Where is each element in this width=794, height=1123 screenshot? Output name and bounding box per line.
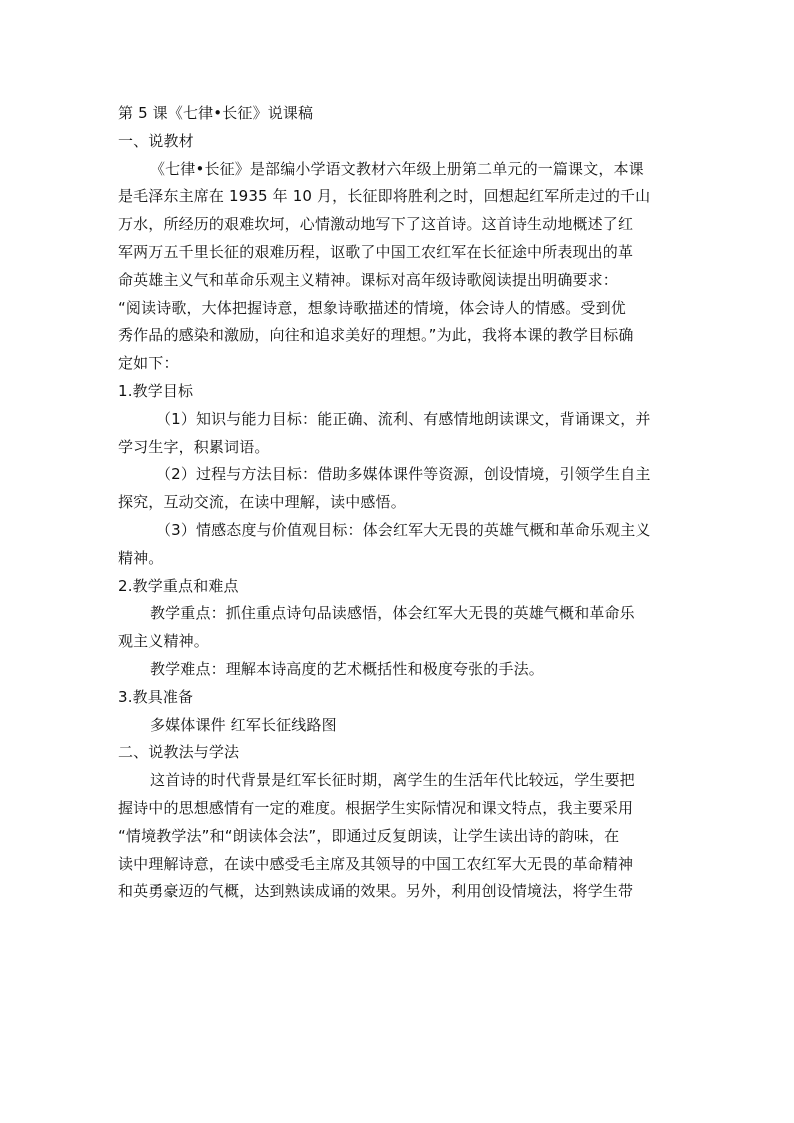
paragraph-line: “阅读诗歌，大体把握诗意，想象诗歌描述的情境，体会诗人的情感。受到优 <box>118 298 626 317</box>
key-point-line: 教学难点：理解本诗高度的艺术概括性和极度夸张的手法。 <box>150 659 544 678</box>
paragraph-line: 是毛泽东主席在 1935 年 10 月，长征即将胜利之时，回想起红军所走过的千山 <box>118 187 651 206</box>
subheading-teaching-aids: 3.教具准备 <box>118 687 194 706</box>
paragraph-line: 握诗中的思想感情有一定的难度。根据学生实际情况和课文特点，我主要采用 <box>118 798 634 817</box>
paragraph-line: 军两万五千里长征的艰难历程，讴歌了中国工农红军在长征途中所表现出的革 <box>118 242 634 261</box>
paragraph-line: 和英勇豪迈的气概，达到熟读成诵的效果。另外，利用创设情境法，将学生带 <box>118 882 634 901</box>
subheading-key-points: 2.教学重点和难点 <box>118 576 239 595</box>
document-title: 第 5 课《七律•长征》说课稿 <box>118 104 314 122</box>
subheading-teaching-goals: 1.教学目标 <box>118 381 194 400</box>
paragraph-line: “情境教学法”和“朗读体会法”，即通过反复朗读，让学生读出诗的韵味，在 <box>118 826 620 845</box>
teaching-aids-line: 多媒体课件 红军长征线路图 <box>150 715 337 734</box>
section-heading-methods: 二、说教法与学法 <box>118 743 240 762</box>
paragraph-line: 定如下： <box>118 354 179 373</box>
key-point-line: 教学重点：抓住重点诗句品读感悟，体会红军大无畏的英雄气概和革命乐 <box>150 604 635 623</box>
paragraph-line: 《七律•长征》是部编小学语文教材六年级上册第二单元的一篇课文，本课 <box>150 159 644 178</box>
paragraph-line: 万水，所经历的艰难坎坷，心情激动地写下了这首诗。这首诗生动地概述了红 <box>118 215 634 234</box>
paragraph-line: 这首诗的时代背景是红军长征时期，离学生的生活年代比较远，学生要把 <box>150 771 635 790</box>
document-body <box>118 100 676 906</box>
goal-line: （2）过程与方法目标：借助多媒体课件等资源，创设情境，引领学生自主 <box>156 465 651 484</box>
goal-line: 探究，互动交流，在读中理解，读中感悟。 <box>118 493 406 512</box>
goal-line: （1）知识与能力目标：能正确、流利、有感情地朗读课文，背诵课文，并 <box>156 409 651 428</box>
section-heading-teaching-material: 一、说教材 <box>118 131 194 150</box>
key-point-line: 观主义精神。 <box>118 632 209 651</box>
paragraph-line: 读中理解诗意，在读中感受毛主席及其领导的中国工农红军大无畏的革命精神 <box>118 854 634 873</box>
goal-line: 学习生字，积累词语。 <box>118 437 270 456</box>
goal-line: （3）情感态度与价值观目标：体会红军大无畏的英雄气概和革命乐观主义 <box>156 520 651 539</box>
goal-line: 精神。 <box>118 548 164 567</box>
paragraph-line: 秀作品的感染和激励，向往和追求美好的理想。”为此，我将本课的教学目标确 <box>118 326 634 345</box>
paragraph-line: 命英雄主义气和革命乐观主义精神。课标对高年级诗歌阅读提出明确要求： <box>118 270 618 289</box>
